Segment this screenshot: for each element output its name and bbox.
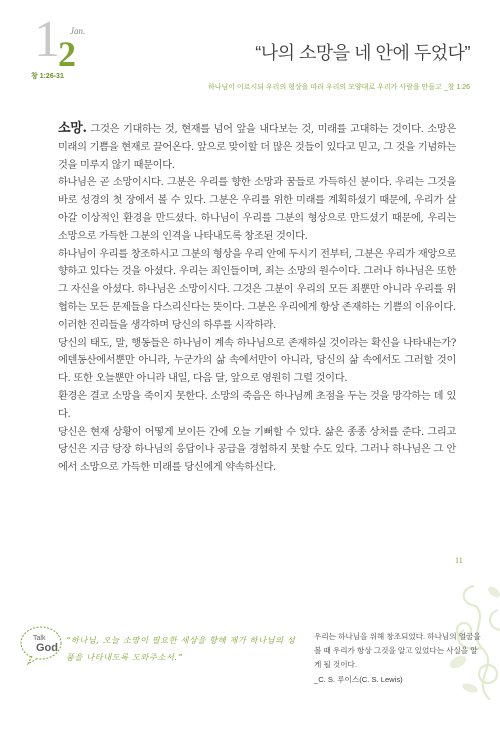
paragraph: 이러한 진리들을 생각하며 당신의 하루를 시작하라. — [58, 319, 276, 331]
page-title: “나의 소망을 네 안에 두었다” — [255, 43, 470, 63]
badge-line-1: Talk — [33, 635, 46, 642]
lead-word: 소망. — [58, 121, 87, 136]
date-day-ones: 2 — [58, 34, 76, 74]
date-day-tens: 1 — [34, 11, 60, 68]
date-marker — [30, 11, 90, 74]
scripture-reference: 창 1:26-31 — [31, 73, 64, 80]
quote-text: 우리는 하나님을 위해 창조되었다. 하나님의 얼굴을 볼 때 우리가 항상 그것을 알고 있었다는 사실을 알게 될 것이다. — [314, 632, 481, 669]
quote-author: _C. S. 루이스(C. S. Lewis) — [314, 675, 403, 684]
date-month: Jan. — [70, 26, 86, 36]
paragraph: 당신의 태도, 말, 행동들은 하나님이 계속 하나님으로 존재하실 것이라는 확신을 나타내는가? 에덴동산에서뿐만 아니라, 누군가의 삶 속에서만이 아니라, 당신의 삶 속에서도 그러할 것이다. 또한 오늘뿐만 아니라 내일, 다음 달, 앞으로 영원히 그럴 것이다. — [58, 337, 456, 385]
quote-block — [314, 630, 484, 687]
prayer-text: “하나님, 오늘 소망이 필요한 세상을 향해 제가 하나님의 성품을 나타내도록 도와주소서.” — [66, 635, 296, 662]
paragraph: 당신은 현재 상황이 어떻게 보이든 간에 오늘 기뻐할 수 있다. 삶은 종종 상처를 준다. 그리고 당신은 지금 당장 하나님의 응답이나 공급을 경험하지 못할 수도 있다. 그러나 하나님은 그 안에서 소망으로 가득한 미래를 당신에게 약속하신다. — [58, 426, 456, 474]
page-number: 11 — [455, 556, 463, 565]
devotional-body — [58, 120, 456, 477]
badge-line-2: God — [36, 642, 58, 654]
paragraph — [58, 120, 456, 174]
paragraph: 환경은 결코 소망을 죽이지 못한다. 소망의 죽음은 하나님께 초점을 두는 것을 망각하는 데 있다. — [58, 390, 456, 420]
paragraph: 하나님은 곧 소망이시다. 그분은 우리를 향한 소망과 꿈들로 가득하신 분이다. 우리는 그것을 바로 성경의 첫 장에서 볼 수 있다. 그분은 우리를 위한 미래를 계획하셨기 때문에, 우리가 살아갈 이상적인 환경을 만드셨다. 하나님이 우리를 그분의 형상으로 만드셨기 때문에, 우리는 소망으로 가득한 그분의 인격을 나타내도록 창조된 것이다. — [58, 177, 456, 242]
talk-god-badge-icon — [18, 620, 64, 666]
paragraph: 하나님이 우리를 창조하시고 그분의 형상을 우리 안에 두시기 전부터, 그분은 우리가 재앙으로 향하고 있다는 것을 아셨다. 우리는 죄인들이며, 죄는 소망의 원수이다. 그러나 하나님은 또한 그 자신을 아셨다. 하나님은 소망이시다. 그것은 그분이 우리의 모든 죄뿐만 아니라 우리를 위협하는 모든 문제들을 다스리신다는 뜻이다. 그분은 우리에게 항상 존재하는 기쁨의 이유이다. — [58, 248, 456, 313]
key-verse: 하나님이 이르시되 우리의 형상을 따라 우리의 모양대로 우리가 사람을 만들고 _창 1:26 — [207, 84, 470, 91]
paragraph-text: 그것은 기대하는 것, 현재를 넘어 앞을 내다보는 것, 미래를 고대하는 것이다. 소망은 미래의 기쁨을 현재로 끌어온다. 앞으로 맞이할 더 많은 것들이 있다고 믿고, 그 것을 기념하는 것을 미루지 않기 때문이다. — [58, 124, 456, 171]
